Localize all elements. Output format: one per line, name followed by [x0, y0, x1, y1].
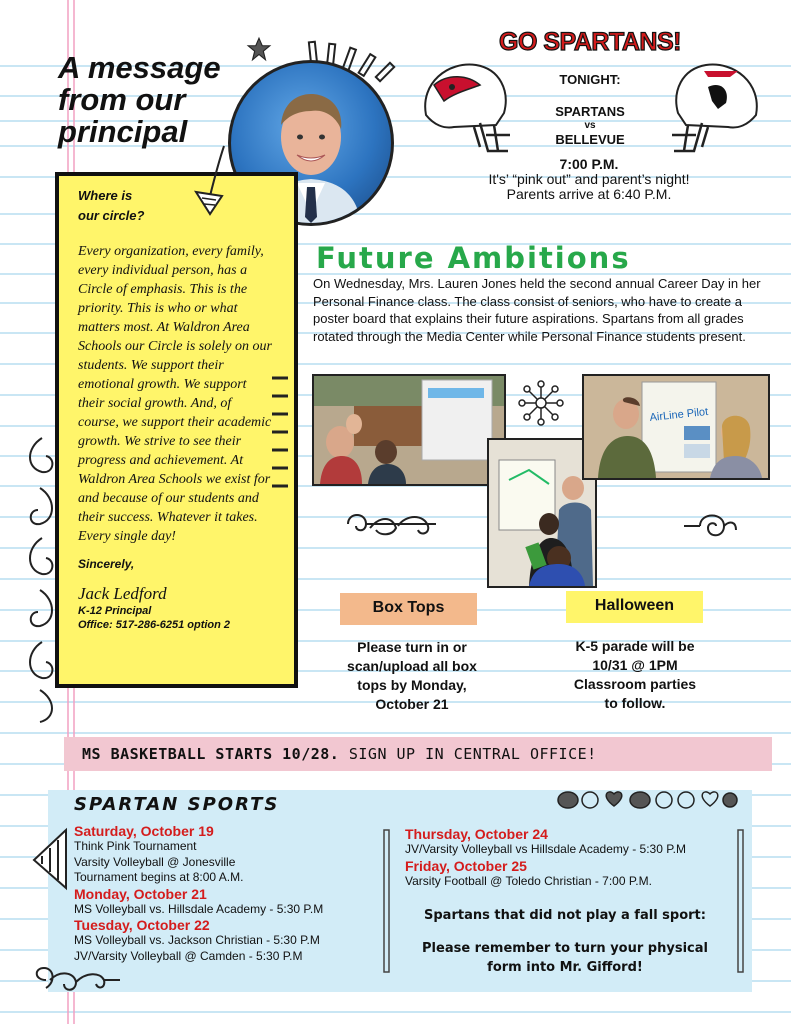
schedule-day: Monday, October 21 [74, 885, 207, 902]
principal-office: Office: 517-286-6251 option 2 [78, 619, 231, 631]
schedule-event: Varsity Football @ Toledo Christian - 7:00 P.M. [405, 873, 652, 888]
parents-arrive-note: Parents arrive at 6:40 P.M. [506, 186, 672, 202]
letter-body: Every organization, every family, every individual person, has a Circle of emphasis. This is the priority. This is who or what matters most. At Waldron Area Schools our Circle is solely on our students. We support their emotional growth. We support their social growth. And, of course, we support their academic growth. We strive to see their progress and achievement. At Waldron Area Schools we exist for and because of our students and their success. Whatever it takes. Every single day! [78, 244, 272, 544]
schedule-day: Tuesday, October 22 [74, 917, 210, 933]
swirl-doodle-bottom [30, 962, 122, 998]
schedule-event: Think Pink Tournament [74, 839, 197, 853]
principal-heading: A message from our principal [58, 50, 221, 149]
flourish-doodle-left [340, 506, 440, 542]
pennant-doodle [30, 826, 70, 892]
basketball-announcement: MS BASKETBALL STARTS 10/28. SIGN UP IN CENTRAL OFFICE! [82, 745, 597, 763]
schedule-event: MS Volleyball vs. Hillsdale Academy - 5:30 P.M [74, 901, 324, 916]
box-tops-label: Box Tops [340, 593, 477, 625]
spartans-helmet-icon [668, 55, 768, 157]
schedule-event: JV/Varsity Volleyball @ Camden - 5:30 P.M [74, 948, 303, 963]
poster-label: AirLine Pilot [649, 405, 709, 425]
career-day-photo-1 [312, 374, 506, 486]
letter-closing: Sincerely, [78, 557, 135, 571]
shapes-doodle [556, 790, 738, 810]
letter-question: Where is our circle? [78, 188, 145, 223]
flourish-doodle-right [680, 506, 740, 546]
schedule-day: Friday, October 25 [405, 857, 527, 874]
schedule-event: MS Volleyball vs. Jackson Christian - 5:30 P.M [74, 933, 320, 947]
future-ambitions-title: Future Ambitions [316, 241, 631, 275]
schedule-day: Thursday, October 24 [405, 826, 548, 842]
away-team: BELLEVUE [555, 132, 625, 147]
principal-letter [78, 186, 273, 632]
swirl-doodle-left [22, 428, 60, 728]
future-ambitions-text: On Wednesday, Mrs. Lauren Jones held the second annual Career Day in her Personal Finance class. The class consist of seniors, who have to create a poster board that explains their future aspirations. Spartans from all grades rotated through the Media Center while Personal Finance students present. [313, 276, 761, 344]
go-spartans-headline: GO SPARTANS! [499, 28, 681, 56]
game-details [455, 157, 723, 202]
box-tops-note: Please turn in or scan/upload all box tops by Monday, October 21 [347, 639, 477, 712]
career-day-photo-2 [487, 438, 597, 588]
column-divider [380, 828, 394, 974]
reminder-text: Please remember to turn your physical form into Mr. Gifford! [422, 941, 708, 975]
principal-title: K-12 Principal [78, 605, 152, 617]
bellevue-helmet-icon [414, 55, 514, 157]
star-icon [246, 36, 272, 62]
versus-label: vs [584, 120, 596, 131]
spartan-sports-title: SPARTAN SPORTS [74, 794, 280, 815]
home-team: SPARTANS [555, 104, 625, 119]
network-doodle [518, 380, 564, 426]
dash-doodle [268, 372, 292, 492]
fall-sport-reminder [405, 906, 725, 977]
pink-out-note: It's’ “pink out” and parent’s night! [488, 171, 690, 187]
game-time: 7:00 P.M. [559, 156, 619, 172]
schedule-event: Varsity Volleyball @ Jonesville [74, 854, 236, 869]
schedule-event: JV/Varsity Volleyball vs Hillsdale Academy - 5:30 P.M [405, 842, 687, 856]
game-matchup [505, 72, 675, 148]
sports-schedule-right [405, 826, 735, 889]
principal-name: Jack Ledford [78, 584, 167, 603]
sports-schedule-left [74, 823, 374, 964]
schedule-day: Saturday, October 19 [74, 823, 214, 839]
column-divider-right [734, 828, 748, 974]
halloween-label: Halloween [566, 591, 703, 623]
schedule-event: Tournament begins at 8:00 A.M. [74, 870, 244, 884]
halloween-note: K-5 parade will be 10/31 @ 1PM Classroom parties to follow. [573, 638, 697, 711]
tonight-label: TONIGHT: [559, 72, 621, 87]
career-day-photo-3 [582, 374, 770, 480]
reminder-heading: Spartans that did not play a fall sport: [424, 908, 706, 923]
